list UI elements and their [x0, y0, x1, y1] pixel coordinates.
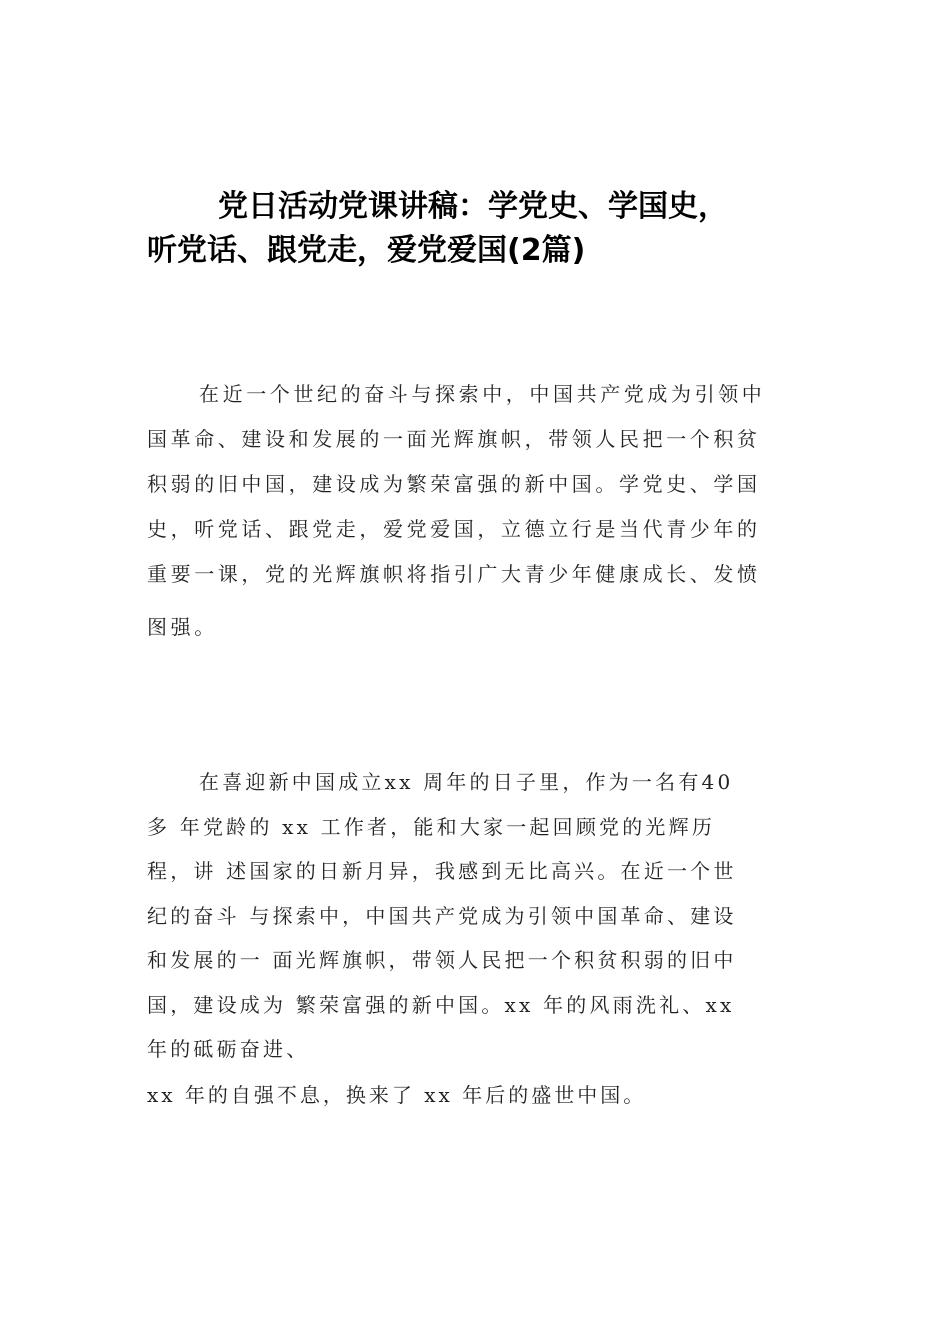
- text-line: xx 年的自强不息，换来了 xx 年后的盛世中国。: [147, 1083, 647, 1107]
- text-line: 积弱的旧中国，建设成为繁荣富强的新中国。学党史、学国: [147, 472, 761, 496]
- document-title: [147, 185, 827, 273]
- text-line: 程，讲 述国家的日新月异，我感到无比高兴。在近一个世: [147, 859, 737, 883]
- title-line: 党日活动党课讲稿：学党史、学国史，: [218, 189, 728, 224]
- text-line: 重要一课，党的光辉旗帜将指引广大青少年健康成长、发愤: [147, 562, 761, 586]
- text-line: 多 年党龄的 xx 工作者，能和大家一起回顾党的光辉历: [147, 814, 716, 839]
- text-line: 在喜迎新中国成立xx 周年的日子里，作为一名有40: [199, 770, 734, 794]
- text-line: 国，建设成为 繁荣富强的新中国。xx 年的风雨洗礼、xx: [147, 992, 735, 1017]
- paragraph-3: [147, 1073, 807, 1117]
- title-line: 听党话、跟党走，爱党爱国(2篇): [147, 233, 586, 268]
- text-line: 图强。: [147, 615, 218, 639]
- paragraph-2: [147, 760, 807, 1072]
- text-line: 在近一个世纪的奋斗与探索中，中国共产党成为引领中: [199, 382, 766, 406]
- text-line: 纪的奋斗 与探索中，中国共产党成为引领中国革命、建设: [147, 903, 737, 928]
- text-line: 和发展的一 面光辉旗帜，带领人民把一个积贫积弱的旧中: [147, 948, 737, 972]
- paragraph-1: [147, 372, 807, 650]
- text-line: 史，听党话、跟党走，爱党爱国，立德立行是当代青少年的: [147, 517, 761, 541]
- text-line: 年的砥砺奋进、: [147, 1037, 310, 1061]
- text-line: 国革命、建设和发展的一面光辉旗帜，带领人民把一个积贫: [147, 427, 761, 451]
